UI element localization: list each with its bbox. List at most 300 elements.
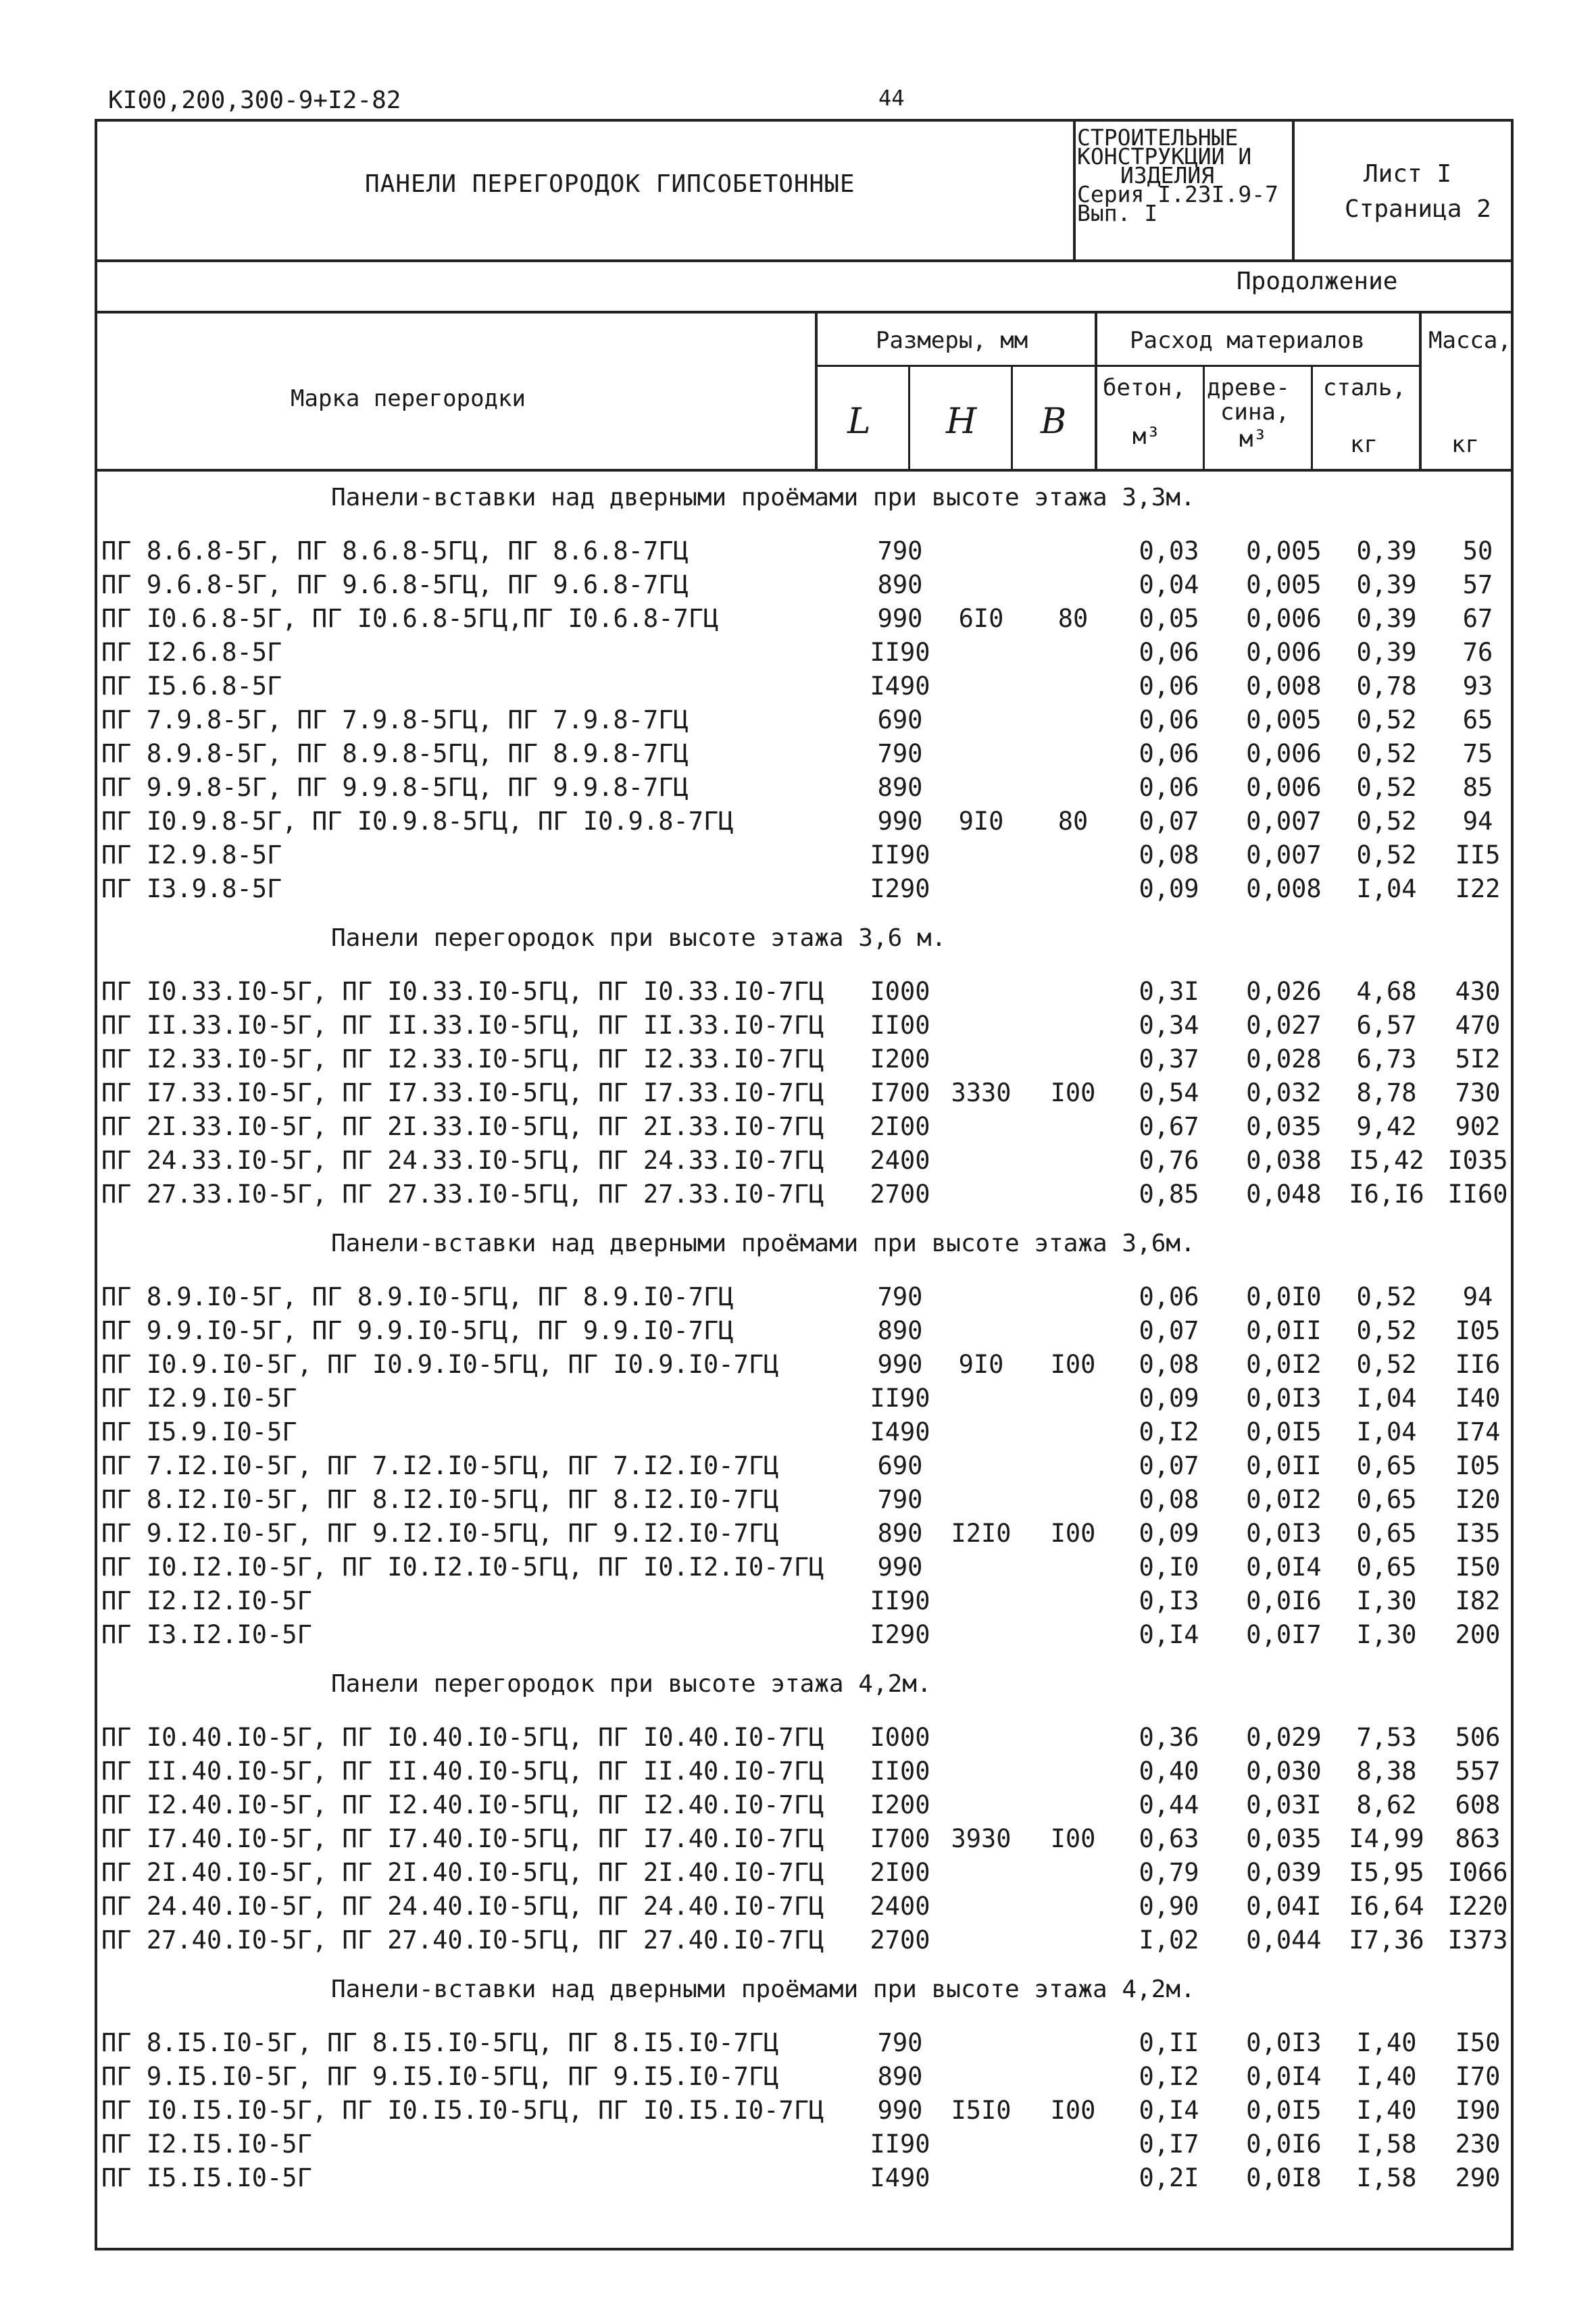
- length-value: I700: [870, 1824, 930, 1853]
- table-row: [96, 1790, 1512, 1824]
- panel-mark: ПГ 8.I5.I0-5Г, ПГ 8.I5.I0-5ГЦ, ПГ 8.I5.I0-7ГЦ: [101, 2028, 779, 2057]
- panel-mark: ПГ I7.40.I0-5Г, ПГ I7.40.I0-5ГЦ, ПГ I7.40.I0-7ГЦ: [101, 1824, 824, 1853]
- series-line-2: КОНСТРУКЦИИ И: [1077, 143, 1252, 170]
- table-row: [96, 1553, 1512, 1586]
- panel-mark: ПГ I2.6.8-5Г: [101, 638, 282, 667]
- steel-value: I,04: [1356, 874, 1417, 903]
- concrete-value: 0,67: [1139, 1112, 1199, 1141]
- concrete-value: 0,I4: [1139, 1620, 1199, 1649]
- table-row: [96, 1417, 1512, 1451]
- wood-value: 0,0I3: [1246, 1519, 1322, 1548]
- length-value: I490: [870, 1417, 930, 1447]
- thickness-value: I00: [1050, 1350, 1096, 1379]
- mass-value: 50: [1462, 536, 1493, 565]
- hdr-vline-l: [815, 311, 818, 470]
- steel-value: I,04: [1356, 1417, 1417, 1447]
- height-value: 9I0: [958, 1350, 1004, 1379]
- panel-mark: ПГ I2.I2.I0-5Г: [101, 1586, 312, 1615]
- table-row: [96, 1519, 1512, 1553]
- length-value: II00: [870, 1011, 930, 1040]
- steel-value: 0,65: [1356, 1519, 1417, 1548]
- wood-value: 0,008: [1246, 874, 1322, 903]
- concrete-value: 0,09: [1139, 1384, 1199, 1413]
- panel-mark: ПГ 9.9.8-5Г, ПГ 9.9.8-5ГЦ, ПГ 9.9.8-7ГЦ: [101, 773, 689, 802]
- height-value: 6I0: [958, 604, 1004, 633]
- panel-mark: ПГ 9.I5.I0-5Г, ПГ 9.I5.I0-5ГЦ, ПГ 9.I5.I0-7ГЦ: [101, 2062, 779, 2091]
- concrete-value: 0,76: [1139, 1146, 1199, 1175]
- header-sizes: Размеры, мм: [876, 327, 1028, 354]
- mass-value: I82: [1455, 1586, 1501, 1615]
- wood-value: 0,006: [1246, 604, 1322, 633]
- wood-value: 0,03I: [1246, 1790, 1322, 1819]
- table-row: [96, 1146, 1512, 1180]
- steel-value: I,40: [1356, 2028, 1417, 2057]
- steel-value: 0,39: [1356, 536, 1417, 565]
- height-value: I2I0: [951, 1519, 1012, 1548]
- mass-value: 200: [1455, 1620, 1501, 1649]
- mass-value: II5: [1455, 840, 1501, 870]
- series-line-3: ИЗДЕЛИЯ: [1120, 162, 1215, 188]
- page-label: Страница 2: [1345, 195, 1491, 223]
- series-block: [1077, 124, 1279, 226]
- thickness-value: I00: [1050, 1078, 1096, 1107]
- panel-mark: ПГ 7.I2.I0-5Г, ПГ 7.I2.I0-5ГЦ, ПГ 7.I2.I0-7ГЦ: [101, 1451, 779, 1480]
- mass-value: 76: [1462, 638, 1493, 667]
- steel-value: I,58: [1356, 2130, 1417, 2159]
- length-value: 990: [877, 1350, 923, 1379]
- panel-mark: ПГ I0.I2.I0-5Г, ПГ I0.I2.I0-5ГЦ, ПГ I0.I2.I0-7ГЦ: [101, 1553, 824, 1582]
- length-value: 990: [877, 807, 923, 836]
- header-steel: сталь,: [1323, 374, 1406, 401]
- length-value: I200: [870, 1045, 930, 1074]
- panel-mark: ПГ I0.33.I0-5Г, ПГ I0.33.I0-5ГЦ, ПГ I0.33.I0-7ГЦ: [101, 977, 824, 1006]
- thickness-value: 80: [1057, 807, 1089, 836]
- panel-mark: ПГ 27.40.I0-5Г, ПГ 27.40.I0-5ГЦ, ПГ 27.40.I0-7ГЦ: [101, 1926, 824, 1955]
- panel-mark: ПГ I0.I5.I0-5Г, ПГ I0.I5.I0-5ГЦ, ПГ I0.I5.I0-7ГЦ: [101, 2096, 824, 2125]
- table-row: [96, 570, 1512, 604]
- steel-value: 0,78: [1356, 672, 1417, 701]
- header-wood-unit: м³: [1239, 426, 1267, 453]
- header-consumption: Расход материалов: [1130, 327, 1365, 354]
- header-B: B: [1041, 401, 1067, 442]
- length-value: I490: [870, 672, 930, 701]
- header-wood-1: древе-: [1207, 374, 1290, 401]
- table-row: [96, 536, 1512, 570]
- length-value: 790: [877, 536, 923, 565]
- concrete-value: 0,85: [1139, 1180, 1199, 1209]
- panel-mark: ПГ 24.33.I0-5Г, ПГ 24.33.I0-5ГЦ, ПГ 24.33.I0-7ГЦ: [101, 1146, 824, 1175]
- mass-value: I035: [1447, 1146, 1508, 1175]
- steel-value: 0,65: [1356, 1451, 1417, 1480]
- section-title: Панели перегородок при высоте этажа 3,6 м.: [331, 924, 947, 952]
- steel-value: I6,64: [1349, 1892, 1424, 1921]
- panel-mark: ПГ I2.40.I0-5Г, ПГ I2.40.I0-5ГЦ, ПГ I2.40.I0-7ГЦ: [101, 1790, 824, 1819]
- mass-value: I220: [1447, 1892, 1508, 1921]
- wood-value: 0,0I5: [1246, 1417, 1322, 1447]
- length-value: 790: [877, 739, 923, 768]
- header-mass: Масса,: [1428, 327, 1512, 354]
- title-divider-2: [1292, 119, 1295, 261]
- steel-value: 4,68: [1356, 977, 1417, 1006]
- header-mass-unit: кг: [1451, 431, 1479, 458]
- wood-value: 0,005: [1246, 705, 1322, 734]
- length-value: II90: [870, 1586, 930, 1615]
- table-row: [96, 1011, 1512, 1045]
- mass-value: I22: [1455, 874, 1501, 903]
- panel-mark: ПГ I5.9.I0-5Г: [101, 1417, 297, 1447]
- steel-value: 0,52: [1356, 1282, 1417, 1311]
- sheet-label: Лист I: [1364, 160, 1452, 188]
- mass-value: 65: [1462, 705, 1493, 734]
- table-row: [96, 874, 1512, 908]
- steel-value: 9,42: [1356, 1112, 1417, 1141]
- mass-value: 75: [1462, 739, 1493, 768]
- table-row: [96, 1282, 1512, 1316]
- series-line-4: Серия I.23I.9-7: [1077, 181, 1279, 207]
- mass-value: 902: [1455, 1112, 1501, 1141]
- page-title: ПАНЕЛИ ПЕРЕГОРОДОК ГИПСОБЕТОННЫЕ: [365, 170, 855, 198]
- wood-value: 0,0I4: [1246, 2062, 1322, 2091]
- length-value: 2400: [870, 1892, 930, 1921]
- header-mark: Марка перегородки: [291, 385, 526, 412]
- steel-value: I,30: [1356, 1620, 1417, 1649]
- steel-value: I5,42: [1349, 1146, 1424, 1175]
- table-row: [96, 2163, 1512, 2197]
- length-value: 2700: [870, 1926, 930, 1955]
- steel-value: 0,65: [1356, 1485, 1417, 1514]
- steel-value: 8,78: [1356, 1078, 1417, 1107]
- wood-value: 0,0I3: [1246, 1384, 1322, 1413]
- hdr-vline-concrete: [1095, 311, 1097, 470]
- steel-value: 6,73: [1356, 1045, 1417, 1074]
- table-row: [96, 2062, 1512, 2096]
- section-title: Панели-вставки над дверными проёмами при высоте этажа 3,3м.: [331, 484, 1195, 511]
- concrete-value: 0,40: [1139, 1757, 1199, 1786]
- length-value: 790: [877, 1282, 923, 1311]
- mass-value: I35: [1455, 1519, 1501, 1548]
- mass-value: I20: [1455, 1485, 1501, 1514]
- panel-mark: ПГ I2.9.I0-5Г: [101, 1384, 297, 1413]
- hdr-vline-steel: [1311, 365, 1313, 470]
- title-divider-1: [1073, 119, 1076, 261]
- mass-value: 94: [1462, 1282, 1493, 1311]
- length-value: II90: [870, 2130, 930, 2159]
- header-concrete: бетон,: [1103, 374, 1186, 401]
- table-row: [96, 1180, 1512, 1213]
- table-row: [96, 1892, 1512, 1926]
- steel-value: I,40: [1356, 2062, 1417, 2091]
- concrete-value: 0,54: [1139, 1078, 1199, 1107]
- concrete-value: 0,07: [1139, 1451, 1199, 1480]
- wood-value: 0,038: [1246, 1146, 1322, 1175]
- panel-mark: ПГ 9.6.8-5Г, ПГ 9.6.8-5ГЦ, ПГ 9.6.8-7ГЦ: [101, 570, 689, 599]
- mass-value: 863: [1455, 1824, 1501, 1853]
- steel-value: 6,57: [1356, 1011, 1417, 1040]
- wood-value: 0,0I6: [1246, 1586, 1322, 1615]
- table-row: [96, 1723, 1512, 1757]
- steel-value: 0,52: [1356, 840, 1417, 870]
- steel-value: 0,52: [1356, 773, 1417, 802]
- hdr-vline-mass: [1419, 311, 1422, 470]
- height-value: I5I0: [951, 2096, 1012, 2125]
- table-row: [96, 1045, 1512, 1078]
- concrete-value: 0,08: [1139, 840, 1199, 870]
- panel-mark: ПГ I5.I5.I0-5Г: [101, 2163, 312, 2192]
- length-value: 990: [877, 1553, 923, 1582]
- steel-value: I,58: [1356, 2163, 1417, 2192]
- length-value: II90: [870, 1384, 930, 1413]
- panel-mark: ПГ 27.33.I0-5Г, ПГ 27.33.I0-5ГЦ, ПГ 27.33.I0-7ГЦ: [101, 1180, 824, 1209]
- wood-value: 0,0I8: [1246, 2163, 1322, 2192]
- table-row: [96, 1112, 1512, 1146]
- wood-value: 0,029: [1246, 1723, 1322, 1752]
- wood-value: 0,005: [1246, 536, 1322, 565]
- concrete-value: 0,I4: [1139, 2096, 1199, 2125]
- section-title: Панели-вставки над дверными проёмами при высоте этажа 3,6м.: [331, 1230, 1195, 1257]
- concrete-value: 0,2I: [1139, 2163, 1199, 2192]
- panel-mark: ПГ I0.40.I0-5Г, ПГ I0.40.I0-5ГЦ, ПГ I0.40.I0-7ГЦ: [101, 1723, 824, 1752]
- sheet-block: [1345, 157, 1491, 227]
- wood-value: 0,0I5: [1246, 2096, 1322, 2125]
- panel-mark: ПГ II.33.I0-5Г, ПГ II.33.I0-5ГЦ, ПГ II.33.I0-7ГЦ: [101, 1011, 824, 1040]
- concrete-value: 0,05: [1139, 604, 1199, 633]
- mass-value: I05: [1455, 1451, 1501, 1480]
- mass-value: 506: [1455, 1723, 1501, 1752]
- concrete-value: 0,09: [1139, 1519, 1199, 1548]
- wood-value: 0,035: [1246, 1824, 1322, 1853]
- table-row: [96, 1451, 1512, 1485]
- length-value: 890: [877, 1316, 923, 1345]
- concrete-value: 0,06: [1139, 705, 1199, 734]
- header-H: H: [946, 401, 977, 442]
- steel-value: 0,52: [1356, 739, 1417, 768]
- wood-value: 0,0I2: [1246, 1350, 1322, 1379]
- mass-value: 5I2: [1455, 1045, 1501, 1074]
- concrete-value: 0,I2: [1139, 1417, 1199, 1447]
- header-steel-unit: кг: [1350, 431, 1378, 458]
- hdr-vline-h: [908, 365, 910, 470]
- mass-value: 608: [1455, 1790, 1501, 1819]
- concrete-value: 0,07: [1139, 807, 1199, 836]
- table-row: [96, 604, 1512, 638]
- mass-value: 730: [1455, 1078, 1501, 1107]
- mass-value: 430: [1455, 977, 1501, 1006]
- table-row: [96, 1485, 1512, 1519]
- mass-value: 557: [1455, 1757, 1501, 1786]
- steel-value: 0,39: [1356, 604, 1417, 633]
- steel-value: I,04: [1356, 1384, 1417, 1413]
- concrete-value: 0,08: [1139, 1485, 1199, 1514]
- length-value: I000: [870, 977, 930, 1006]
- concrete-value: 0,3I: [1139, 977, 1199, 1006]
- panel-mark: ПГ I0.6.8-5Г, ПГ I0.6.8-5ГЦ,ПГ I0.6.8-7ГЦ: [101, 604, 719, 633]
- document-number: КI00,200,300-9+I2-82: [108, 86, 401, 114]
- concrete-value: 0,04: [1139, 570, 1199, 599]
- mass-value: I90: [1455, 2096, 1501, 2125]
- mass-value: I50: [1455, 1553, 1501, 1582]
- concrete-value: 0,06: [1139, 638, 1199, 667]
- length-value: 2700: [870, 1180, 930, 1209]
- hdr-vline-wood: [1203, 365, 1205, 470]
- panel-mark: ПГ II.40.I0-5Г, ПГ II.40.I0-5ГЦ, ПГ II.40.I0-7ГЦ: [101, 1757, 824, 1786]
- thickness-value: I00: [1050, 1519, 1096, 1548]
- length-value: 2I00: [870, 1112, 930, 1141]
- steel-value: 0,52: [1356, 705, 1417, 734]
- panel-mark: ПГ 2I.33.I0-5Г, ПГ 2I.33.I0-5ГЦ, ПГ 2I.33.I0-7ГЦ: [101, 1112, 824, 1141]
- mass-value: 470: [1455, 1011, 1501, 1040]
- concrete-value: 0,34: [1139, 1011, 1199, 1040]
- mass-value: I74: [1455, 1417, 1501, 1447]
- mass-value: 85: [1462, 773, 1493, 802]
- wood-value: 0,035: [1246, 1112, 1322, 1141]
- series-line-1: СТРОИТЕЛЬНЫЕ: [1077, 124, 1239, 151]
- length-value: I700: [870, 1078, 930, 1107]
- concrete-value: 0,07: [1139, 1316, 1199, 1345]
- table-row: [96, 1926, 1512, 1959]
- panel-mark: ПГ I3.9.8-5Г: [101, 874, 282, 903]
- table-row: [96, 1316, 1512, 1350]
- concrete-value: 0,36: [1139, 1723, 1199, 1752]
- mass-value: 94: [1462, 807, 1493, 836]
- mass-value: I373: [1447, 1926, 1508, 1955]
- panel-mark: ПГ I5.6.8-5Г: [101, 672, 282, 701]
- concrete-value: 0,I2: [1139, 2062, 1199, 2091]
- length-value: I490: [870, 2163, 930, 2192]
- continuation-label: Продолжение: [1237, 268, 1398, 295]
- wood-value: 0,0I2: [1246, 1485, 1322, 1514]
- steel-value: 0,39: [1356, 570, 1417, 599]
- header-wood-2: сина,: [1220, 399, 1290, 426]
- table-row: [96, 1350, 1512, 1384]
- height-value: 9I0: [958, 807, 1004, 836]
- wood-value: 0,026: [1246, 977, 1322, 1006]
- length-value: II90: [870, 840, 930, 870]
- concrete-value: 0,03: [1139, 536, 1199, 565]
- wood-value: 0,027: [1246, 1011, 1322, 1040]
- thickness-value: 80: [1057, 604, 1089, 633]
- panel-mark: ПГ I3.I2.I0-5Г: [101, 1620, 312, 1649]
- table-row: [96, 672, 1512, 705]
- panel-mark: ПГ I2.33.I0-5Г, ПГ I2.33.I0-5ГЦ, ПГ I2.33.I0-7ГЦ: [101, 1045, 824, 1074]
- table-row: [96, 1858, 1512, 1892]
- panel-mark: ПГ 24.40.I0-5Г, ПГ 24.40.I0-5ГЦ, ПГ 24.40.I0-7ГЦ: [101, 1892, 824, 1921]
- table-row: [96, 773, 1512, 807]
- mass-value: I50: [1455, 2028, 1501, 2057]
- wood-value: 0,0I4: [1246, 1553, 1322, 1582]
- wood-value: 0,007: [1246, 807, 1322, 836]
- wood-value: 0,0II: [1246, 1451, 1322, 1480]
- concrete-value: 0,44: [1139, 1790, 1199, 1819]
- concrete-value: 0,I7: [1139, 2130, 1199, 2159]
- length-value: 890: [877, 773, 923, 802]
- steel-value: I6,I6: [1349, 1180, 1424, 1209]
- header-concrete-unit: м³: [1132, 423, 1160, 450]
- length-value: 690: [877, 1451, 923, 1480]
- panel-mark: ПГ 8.I2.I0-5Г, ПГ 8.I2.I0-5ГЦ, ПГ 8.I2.I0-7ГЦ: [101, 1485, 779, 1514]
- length-value: 990: [877, 604, 923, 633]
- steel-value: 0,65: [1356, 1553, 1417, 1582]
- panel-mark: ПГ 8.9.8-5Г, ПГ 8.9.8-5ГЦ, ПГ 8.9.8-7ГЦ: [101, 739, 689, 768]
- wood-value: 0,006: [1246, 773, 1322, 802]
- wood-value: 0,048: [1246, 1180, 1322, 1209]
- table-row: [96, 2028, 1512, 2062]
- steel-value: 7,53: [1356, 1723, 1417, 1752]
- steel-value: I5,95: [1349, 1858, 1424, 1887]
- mass-value: I05: [1455, 1316, 1501, 1345]
- table-row: [96, 977, 1512, 1011]
- concrete-value: 0,06: [1139, 773, 1199, 802]
- table-row: [96, 1757, 1512, 1790]
- concrete-value: 0,90: [1139, 1892, 1199, 1921]
- mass-value: 57: [1462, 570, 1493, 599]
- height-value: 3930: [951, 1824, 1012, 1853]
- steel-value: 8,38: [1356, 1757, 1417, 1786]
- mass-value: I40: [1455, 1384, 1501, 1413]
- table-row: [96, 2130, 1512, 2163]
- concrete-value: 0,06: [1139, 1282, 1199, 1311]
- height-value: 3330: [951, 1078, 1012, 1107]
- length-value: 690: [877, 705, 923, 734]
- table-row: [96, 1078, 1512, 1112]
- hdr-bottom-rule: [95, 469, 1514, 472]
- wood-value: 0,0I3: [1246, 2028, 1322, 2057]
- concrete-value: 0,II: [1139, 2028, 1199, 2057]
- length-value: I200: [870, 1790, 930, 1819]
- panel-mark: ПГ I7.33.I0-5Г, ПГ I7.33.I0-5ГЦ, ПГ I7.33.I0-7ГЦ: [101, 1078, 824, 1107]
- series-line-5: Вып. I: [1077, 200, 1158, 226]
- mass-value: II60: [1447, 1180, 1508, 1209]
- steel-value: I7,36: [1349, 1926, 1424, 1955]
- table-row: [96, 1824, 1512, 1858]
- table-row: [96, 1586, 1512, 1620]
- section-title: Панели-вставки над дверными проёмами при высоте этажа 4,2м.: [331, 1976, 1195, 2003]
- length-value: 790: [877, 2028, 923, 2057]
- table-row: [96, 1384, 1512, 1417]
- length-value: 890: [877, 1519, 923, 1548]
- wood-value: 0,04I: [1246, 1892, 1322, 1921]
- steel-value: I,40: [1356, 2096, 1417, 2125]
- hdr-subrule: [815, 365, 1420, 367]
- panel-mark: ПГ 8.6.8-5Г, ПГ 8.6.8-5ГЦ, ПГ 8.6.8-7ГЦ: [101, 536, 689, 565]
- panel-mark: ПГ 9.9.I0-5Г, ПГ 9.9.I0-5ГЦ, ПГ 9.9.I0-7ГЦ: [101, 1316, 734, 1345]
- wood-value: 0,006: [1246, 638, 1322, 667]
- table-row: [96, 638, 1512, 672]
- wood-value: 0,005: [1246, 570, 1322, 599]
- panel-mark: ПГ I0.9.I0-5Г, ПГ I0.9.I0-5ГЦ, ПГ I0.9.I0-7ГЦ: [101, 1350, 779, 1379]
- concrete-value: 0,06: [1139, 672, 1199, 701]
- length-value: 990: [877, 2096, 923, 2125]
- table-row: [96, 840, 1512, 874]
- panel-mark: ПГ I0.9.8-5Г, ПГ I0.9.8-5ГЦ, ПГ I0.9.8-7ГЦ: [101, 807, 734, 836]
- length-value: I000: [870, 1723, 930, 1752]
- concrete-value: 0,I0: [1139, 1553, 1199, 1582]
- table-row: [96, 739, 1512, 773]
- concrete-value: 0,I3: [1139, 1586, 1199, 1615]
- concrete-value: 0,09: [1139, 874, 1199, 903]
- mass-value: I70: [1455, 2062, 1501, 2091]
- steel-value: 0,39: [1356, 638, 1417, 667]
- mass-value: II6: [1455, 1350, 1501, 1379]
- wood-value: 0,030: [1246, 1757, 1322, 1786]
- steel-value: I4,99: [1349, 1824, 1424, 1853]
- wood-value: 0,008: [1246, 672, 1322, 701]
- table-row: [96, 1620, 1512, 1654]
- mass-value: 230: [1455, 2130, 1501, 2159]
- mass-value: 93: [1462, 672, 1493, 701]
- steel-value: I,30: [1356, 1586, 1417, 1615]
- mass-value: I066: [1447, 1858, 1508, 1887]
- concrete-value: 0,63: [1139, 1824, 1199, 1853]
